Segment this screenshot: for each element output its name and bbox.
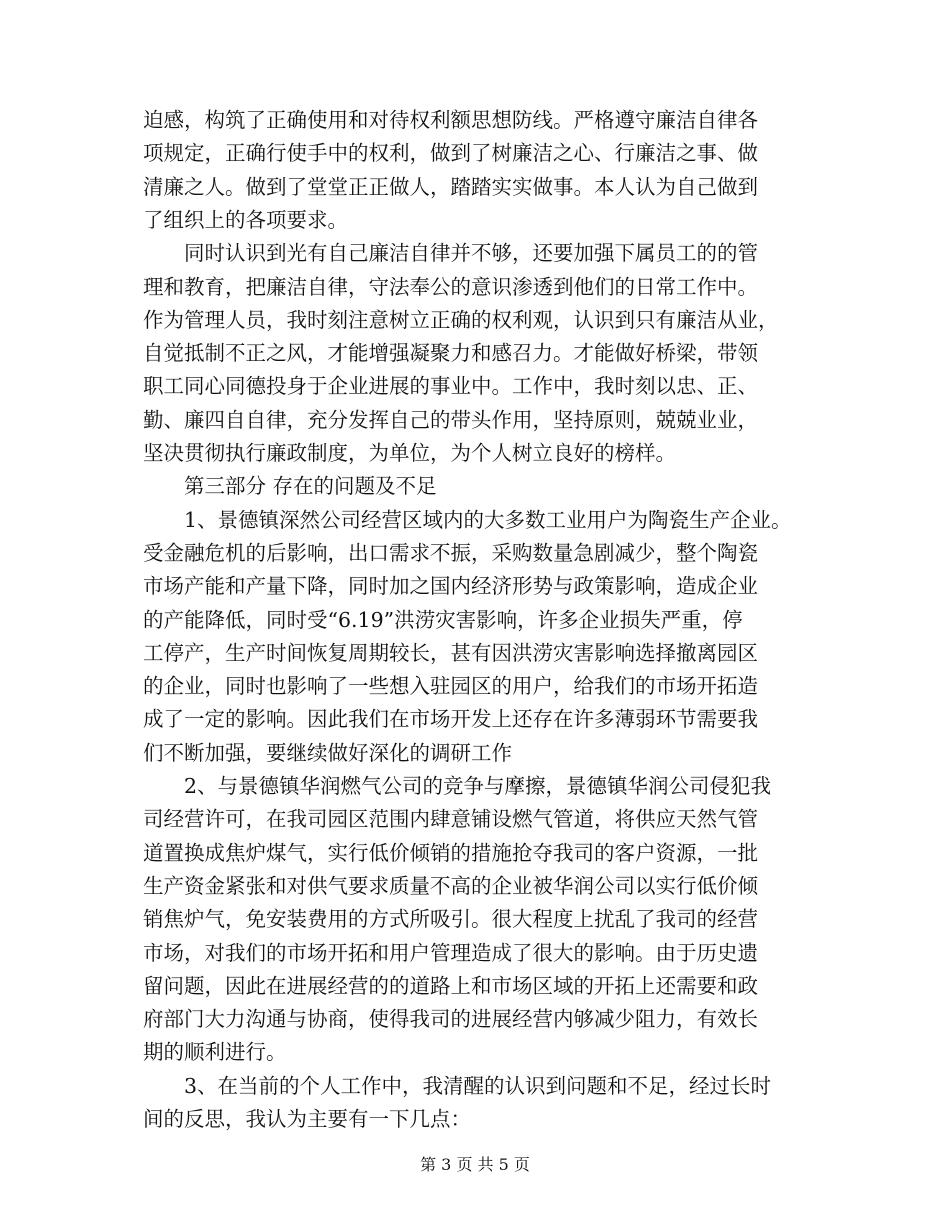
text-line: 了组织上的各项要求。 xyxy=(143,207,348,232)
text-line: 道置换成焦炉煤气，实行低价倾销的措施抢夺我司的客户资源，一批 xyxy=(143,840,758,865)
text-line: 迫感，构筑了正确使用和对待权利额思想防线。严格遵守廉洁自律各 xyxy=(143,108,758,132)
text-line: 留问题，因此在进展经营的的道路上和市场区域的开拓上还需要和政 xyxy=(143,973,758,998)
text-line: 清廉之人。做到了堂堂正正做人，踏踏实实做事。本人认为自己做到 xyxy=(143,174,758,199)
text-line: 2、与景德镇华润燃气公司的竞争与摩擦，景德镇华润公司侵犯我 xyxy=(143,774,772,798)
text-line: 们不断加强，要继续做好深化的调研工作 xyxy=(143,740,512,765)
text-line: 司经营许可，在我司园区范围内肆意铺设燃气管道，将供应天然气管 xyxy=(143,807,758,832)
section-heading: 第三部分 存在的问题及不足 xyxy=(143,474,437,499)
text-line: 期的顺利进行。 xyxy=(143,1040,287,1065)
page-number-footer: 第 3 页 共 5 页 xyxy=(420,1155,530,1174)
text-line: 3、在当前的个人工作中，我清醒的认识到问题和不足，经过长时 xyxy=(143,1073,772,1098)
text-line: 项规定，正确行使手中的权利，做到了树廉洁之心、行廉洁之事、做 xyxy=(143,141,758,166)
text-line: 作为管理人员，我时刻注意树立正确的权利观，认识到只有廉洁从业， xyxy=(143,307,779,332)
text-line: 工停产，生产时间恢复周期较长，甚有因洪涝灾害影响选择撤离园区 xyxy=(143,640,758,665)
text-line: 市场产能和产量下降，同时加之国内经济形势与政策影响，造成企业 xyxy=(143,574,758,599)
text-line: 受金融危机的后影响，出口需求不振，采购数量急剧减少，整个陶瓷 xyxy=(143,540,758,565)
text-line: 职工同心同德投身于企业进展的事业中。工作中，我时刻以忠、正、 xyxy=(143,374,758,399)
text-line: 成了一定的影响。因此我们在市场开发上还存在许多薄弱环节需要我 xyxy=(143,707,758,732)
text-line: 的企业，同时也影响了一些想入驻园区的用户，给我们的市场开拓造 xyxy=(143,674,758,699)
text-line: 的产能降低，同时受“6.19”洪涝灾害影响，许多企业损失严重，停 xyxy=(143,607,743,632)
text-line: 理和教育，把廉洁自律，守法奉公的意识渗透到他们的日常工作中。 xyxy=(143,274,758,299)
text-line: 间的反思，我认为主要有一下几点： xyxy=(143,1107,471,1131)
text-line: 市场，对我们的市场开拓和用户管理造成了很大的影响。由于历史遗 xyxy=(143,940,758,965)
text-line: 勤、廉四自自律，充分发挥自己的带头作用，坚持原则，兢兢业业， xyxy=(143,407,758,432)
text-line: 1、景德镇深然公司经营区域内的大多数工业用户为陶瓷生产企业。 xyxy=(143,507,792,532)
text-line: 生产资金紧张和对供气要求质量不高的企业被华润公司以实行低价倾 xyxy=(143,873,758,898)
text-line: 销焦炉气，免安装费用的方式所吸引。很大程度上扰乱了我司的经营 xyxy=(143,907,758,932)
text-line: 府部门大力沟通与协商，使得我司的进展经营内够减少阻力，有效长 xyxy=(143,1007,758,1032)
text-line: 同时认识到光有自己廉洁自律并不够，还要加强下属员工的的管 xyxy=(143,241,758,266)
text-line: 自觉抵制不正之风，才能增强凝聚力和感召力。才能做好桥梁，带领 xyxy=(143,341,758,366)
text-line: 坚决贯彻执行廉政制度，为单位，为个人树立良好的榜样。 xyxy=(143,441,676,465)
